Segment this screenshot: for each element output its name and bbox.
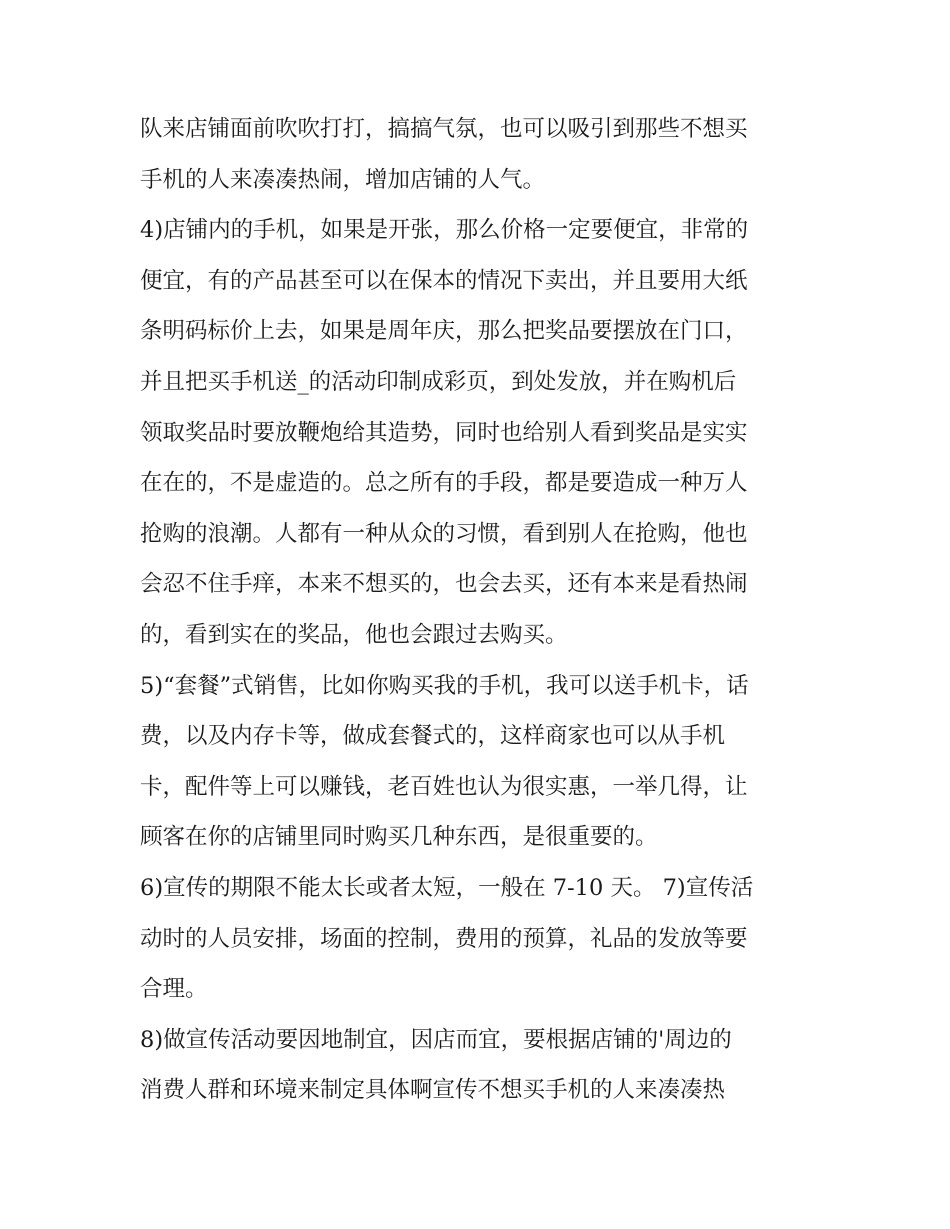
text-line: 在在的，不是虚造的。总之所有的手段，都是要造成一种万人 xyxy=(140,470,748,497)
text-line: 动时的人员安排，场面的控制，费用的预算，礼品的发放等要 xyxy=(140,925,748,952)
text-line: 手机的人来凑凑热闹，增加店铺的人气。 xyxy=(140,166,546,193)
text-line: 费，以及内存卡等，做成套餐式的，这样商家也可以从手机 xyxy=(140,723,726,750)
text-line: 4)店铺内的手机，如果是开张，那么价格一定要便宜，非常的 xyxy=(140,217,749,244)
text-line: 卡，配件等上可以赚钱，老百姓也认为很实惠，一举几得，让 xyxy=(140,773,748,800)
text-line: 合理。 xyxy=(140,976,208,1003)
text-line: 便宜，有的产品甚至可以在保本的情况下卖出，并且要用大纸 xyxy=(140,267,748,294)
text-line: 6)宣传的期限不能太长或者太短，一般在 7-10 天。 7)宣传活 xyxy=(140,874,754,901)
text-line: 8)做宣传活动要因地制宜，因店而宜，要根据店铺的'周边的 xyxy=(140,1026,732,1053)
text-line: 领取奖品时要放鞭炮给其造势，同时也给别人看到奖品是实实 xyxy=(140,419,748,446)
text-line: 条明码标价上去，如果是周年庆，那么把奖品要摆放在门口， xyxy=(140,318,748,345)
text-line: 会忍不住手痒，本来不想买的，也会去买，还有本来是看热闹 xyxy=(140,571,748,598)
text-line: 的，看到实在的奖品，他也会跟过去购买。 xyxy=(140,621,568,648)
text-line: 并且把买手机送_的活动印制成彩页，到处发放，并在购机后 xyxy=(140,368,737,395)
text-line: 消费人群和环境来制定具体啊宣传不想买手机的人来凑凑热 xyxy=(140,1077,726,1104)
document-body xyxy=(140,104,820,1116)
text-line: 队来店铺面前吹吹打打，搞搞气氛，也可以吸引到那些不想买 xyxy=(140,116,748,142)
text-line: 5)“套餐”式销售，比如你购买我的手机，我可以送手机卡，话 xyxy=(140,672,749,699)
text-line: 顾客在你的店铺里同时购买几种东西，是很重要的。 xyxy=(140,824,658,851)
text-line: 抢购的浪潮。人都有一种从众的习惯，看到别人在抢购，他也 xyxy=(140,520,748,547)
